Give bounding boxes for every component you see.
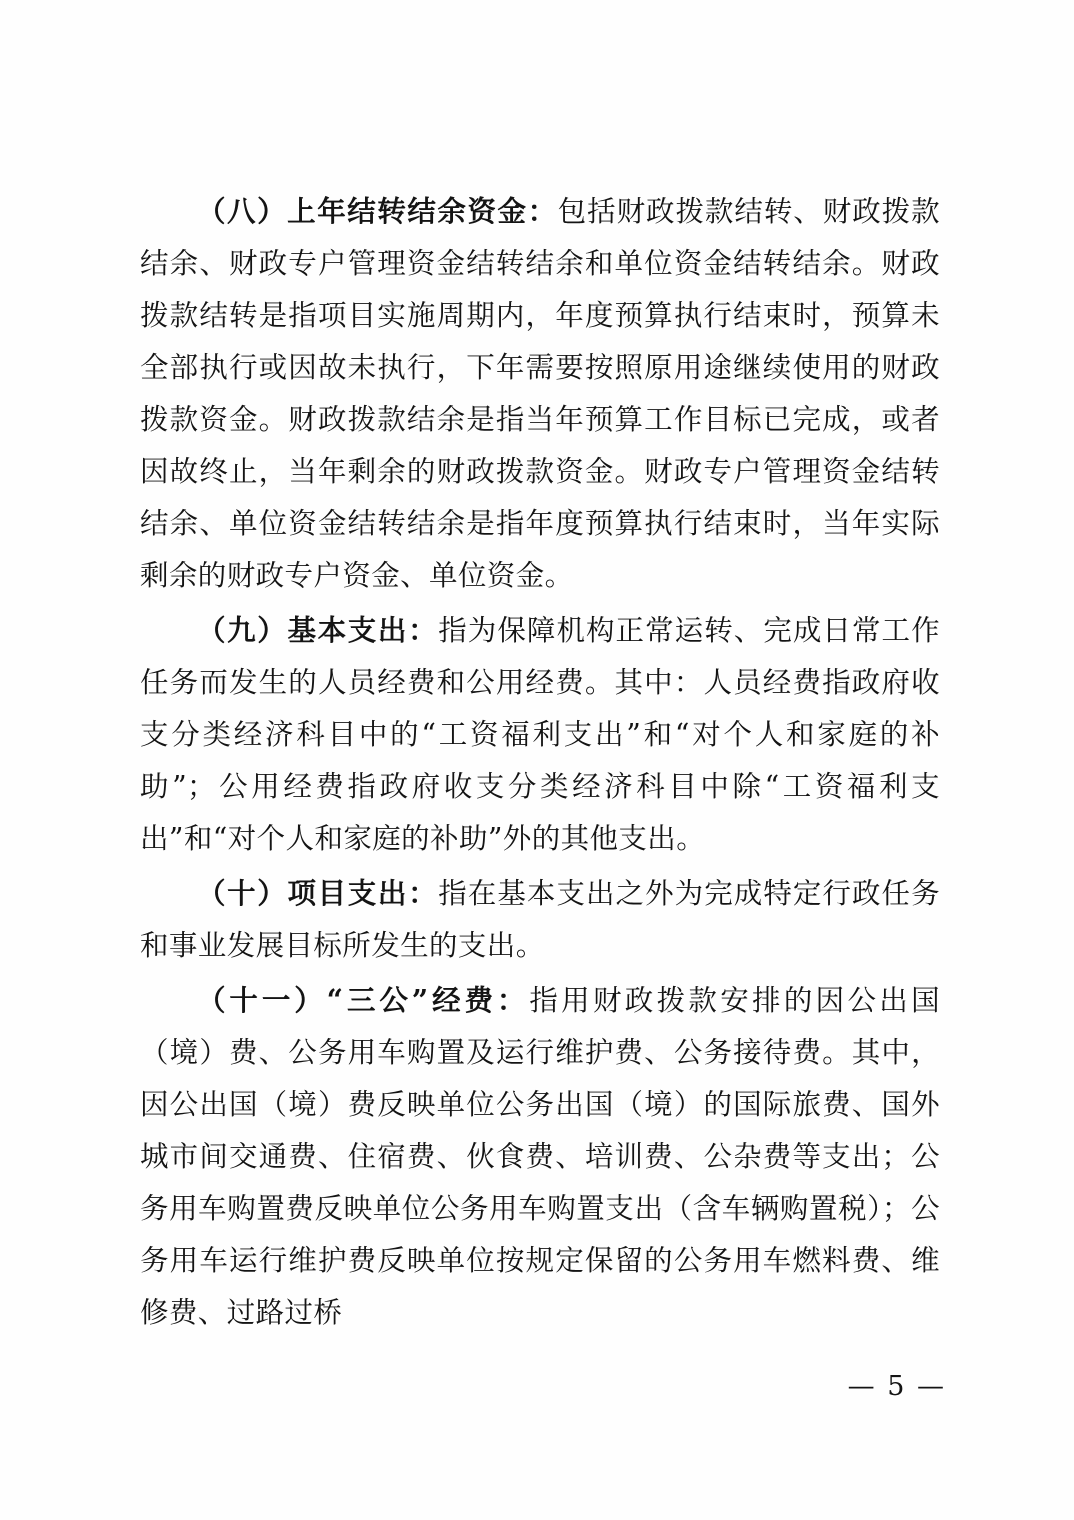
paragraph-text: 包括财政拨款结转、财政拨款结余、财政专户管理资金结转结余和单位资金结转结余。财政拨款结转是指项目实施周期内，年度预算执行结束时，预算未全部执行或因故未执行，下年需要按照原用途继续使用的财政拨款资金。财政拨款结余是指当年预算工作目标已完成，或者因故终止，当年剩余的财政拨款资金。财政专户管理资金结转结余、单位资金结转结余是指年度预算执行结束时，当年实际剩余的财政专户资金、单位资金。 — [140, 195, 940, 592]
paragraph-text: 指为保障机构正常运转、完成日常工作任务而发生的人员经费和公用经费。其中：人员经费指政府收支分类经济科目中的“工资福利支出”和“对个人和家庭的补助”；公用经费指政府收支分类经济科目中除“工资福利支出”和“对个人和家庭的补助”外的其他支出。 — [140, 614, 940, 855]
paragraph-lead: （十一）“三公”经费： — [197, 983, 530, 1017]
paragraph-item-11 — [140, 974, 940, 1339]
paragraph-text: 指在基本支出之外为完成特定行政任务和事业发展目标所发生的支出。 — [140, 877, 940, 962]
paragraph-item-10 — [140, 867, 940, 972]
document-body — [140, 185, 940, 1341]
paragraph-lead: （十）项目支出： — [197, 876, 439, 910]
page-number: — 5 — — [847, 1371, 946, 1402]
paragraph-text: 指用财政拨款安排的因公出国（境）费、公务用车购置及运行维护费、公务接待费。其中，因公出国（境）费反映单位公务出国（境）的国际旅费、国外城市间交通费、住宿费、伙食费、培训费、公杂费等支出；公务用车购置费反映单位公务用车购置支出（含车辆购置税）；公务用车运行维护费反映单位按规定保留的公务用车燃料费、维修费、过路过桥 — [140, 984, 941, 1329]
paragraph-item-8 — [140, 185, 940, 602]
paragraph-lead: （九）基本支出： — [197, 613, 439, 647]
paragraph-item-9 — [140, 604, 940, 865]
paragraph-lead: （八）上年结转结余资金： — [197, 194, 558, 228]
